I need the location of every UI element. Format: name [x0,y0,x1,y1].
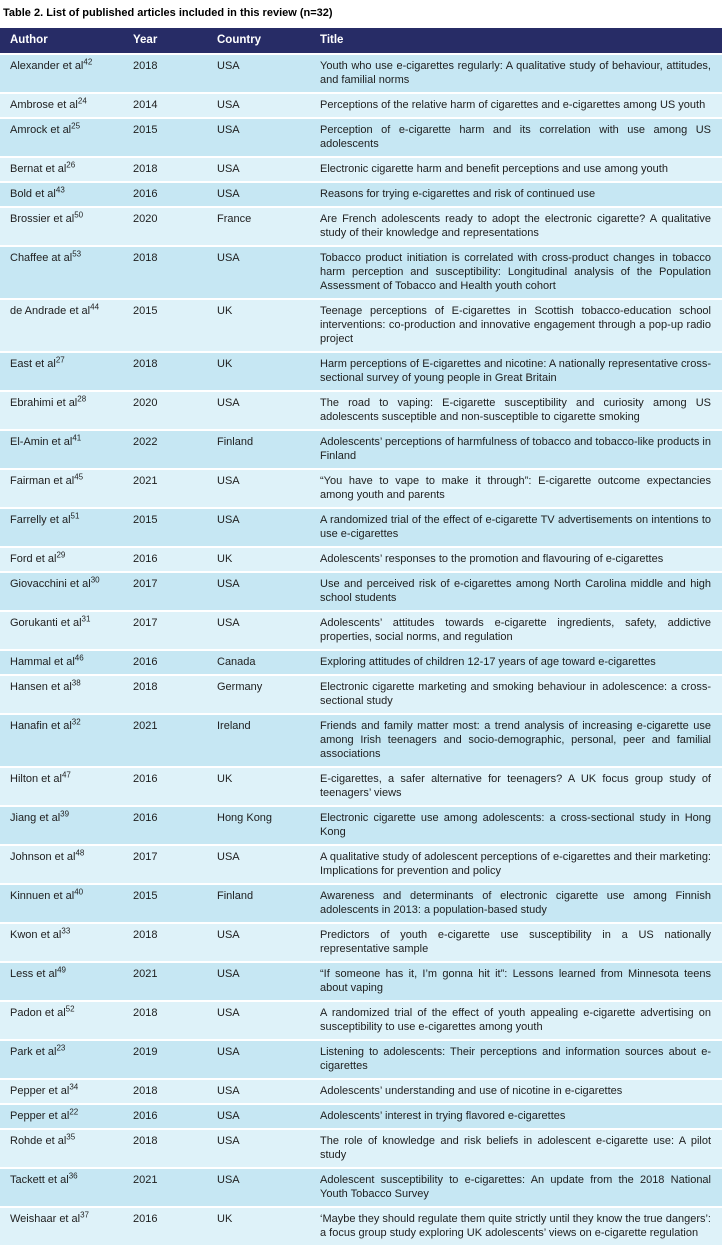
author-cell [0,889,133,917]
author-cell [0,928,133,956]
year-cell: 2018 [133,60,158,72]
table-caption: Table 2. List of published articles included in this review (n=32) [3,7,333,19]
table-row [0,715,722,766]
author-name: Hansen et al [10,681,72,693]
country-cell: UK [217,773,233,785]
author-name: Fairman et al [10,475,75,487]
author-name: Hilton et al [10,773,62,785]
author-cell [0,850,133,878]
country-cell: USA [217,851,240,863]
author-name: Alexander et al [10,60,84,72]
reference-number: 37 [80,1210,90,1220]
country-cell: USA [217,617,240,629]
title-cell: Electronic cigarette harm and benefit perceptions and use among youth [320,163,668,175]
author-cell [0,772,133,800]
country-cell: UK [217,1213,233,1225]
reference-number: 45 [74,472,84,482]
country-cell: Canada [217,656,256,668]
author-cell [0,513,133,541]
table-row [0,768,722,805]
title-cell: “If someone has it, I’m gonna hit it”: Lessons learned from Minnesota teens about vaping [320,968,711,994]
title-cell: Adolescents’ perceptions of harmfulness of tobacco and tobacco-like products in Finland [320,436,711,462]
title-cell: Teenage perceptions of E-cigarettes in Scottish tobacco-education school interventions: co-production and innovative engagement through a pop-up radio project [320,305,711,345]
author-name: Weishaar et al [10,1213,81,1225]
country-cell: USA [217,1046,240,1058]
year-cell: 2016 [133,553,158,565]
reference-number: 27 [55,355,65,365]
table-row [0,1105,722,1128]
country-cell: USA [217,1135,240,1147]
author-name: Bold et al [10,188,56,200]
country-cell: USA [217,188,240,200]
author-name: Hanafin et al [10,720,72,732]
country-cell: France [217,213,252,225]
reference-number: 50 [74,210,84,220]
year-cell: 2015 [133,890,158,902]
author-cell [0,396,133,424]
reference-number: 49 [57,965,66,975]
year-cell: 2018 [133,163,158,175]
year-cell: 2016 [133,656,158,668]
year-cell: 2022 [133,436,158,448]
author-cell [0,212,133,240]
country-cell: USA [217,929,240,941]
author-name: Kwon et al [10,929,62,941]
table-row [0,119,722,156]
table-row [0,924,722,961]
reference-number: 38 [71,678,81,688]
country-cell: USA [217,1110,240,1122]
table-row [0,963,722,1000]
author-cell [0,1084,133,1098]
table-row [0,208,722,245]
author-name: Kinnuen et al [10,890,75,902]
reference-number: 39 [60,809,70,819]
reference-number: 47 [61,770,71,780]
table-row [0,1041,722,1078]
author-cell [0,162,133,176]
year-cell: 2018 [133,1007,158,1019]
year-cell: 2021 [133,720,158,732]
author-name: Ebrahimi et al [10,397,78,409]
author-cell [0,811,133,839]
reference-number: 30 [90,575,100,585]
author-name: El-Amin et al [10,436,73,448]
country-cell: USA [217,1007,240,1019]
reference-number: 24 [77,96,87,106]
year-cell: 2018 [133,1135,158,1147]
country-cell: Finland [217,890,254,902]
country-cell: Hong Kong [217,812,273,824]
author-cell [0,967,133,995]
author-cell [0,577,133,605]
author-name: Chaffee at al [10,252,73,264]
country-cell: USA [217,578,240,590]
country-cell: Germany [217,681,263,693]
country-cell: USA [217,60,240,72]
table-row [0,676,722,713]
country-cell: USA [217,397,240,409]
author-cell [0,616,133,644]
country-cell: USA [217,475,240,487]
year-cell: 2018 [133,1085,158,1097]
author-name: Park et al [10,1046,57,1058]
published-articles-table [0,28,722,1245]
table-row [0,247,722,298]
author-name: Farrelly et al [10,514,71,526]
title-cell: Predictors of youth e-cigarette use susceptibility in a US nationally representative sample [320,929,711,955]
title-cell: Are French adolescents ready to adopt the electronic cigarette? A qualitative study of their knowledge and representations [320,213,711,239]
country-cell: USA [217,163,240,175]
table-row [0,392,722,429]
title-cell: Adolescents’ attitudes towards e-cigarette ingredients, safety, addictive properties, social norms, and regulation [320,617,711,643]
reference-number: 28 [77,394,87,404]
author-name: Jiang et al [10,812,61,824]
title-cell: Tobacco product initiation is correlated with cross-product changes in tobacco harm perception and susceptibility: Longitudinal analysis of the Population Assessment of Tobacco and Health youth cohort [320,252,711,292]
table-row [0,431,722,468]
author-cell [0,123,133,151]
title-cell: Perceptions of the relative harm of cigarettes and e-cigarettes among US youth [320,99,706,111]
table-row [0,612,722,649]
column-header-author: Author [10,34,48,46]
title-cell: A qualitative study of adolescent perceptions of e-cigarettes and their marketing: Implications for prevention and policy [320,851,711,877]
reference-number: 23 [56,1043,66,1053]
author-name: Gorukanti et al [10,617,82,629]
author-name: Pepper et al [10,1085,70,1097]
reference-number: 48 [75,848,85,858]
country-cell: UK [217,553,233,565]
reference-number: 46 [74,653,84,663]
table-row [0,548,722,571]
year-cell: 2017 [133,617,158,629]
column-header-year: Year [133,34,158,46]
author-cell [0,251,133,293]
reference-number: 41 [72,433,82,443]
table-row [0,1002,722,1039]
reference-number: 40 [74,887,84,897]
year-cell: 2016 [133,188,158,200]
title-cell: A randomized trial of the effect of e-cigarette TV advertisements on intentions to use e-cigarettes [320,514,711,540]
reference-number: 53 [72,249,82,259]
table-row [0,470,722,507]
reference-number: 31 [81,614,91,624]
country-cell: USA [217,1174,240,1186]
table-row [0,1169,722,1206]
title-cell: Adolescent susceptibility to e-cigarettes: An update from the 2018 National Youth Tobacco Survey [320,1174,711,1200]
author-name: Less et al [10,968,58,980]
author-cell [0,474,133,502]
author-cell [0,98,133,112]
table-row [0,1080,722,1103]
table-row [0,846,722,883]
author-name: Ford et al [10,553,57,565]
table-body [0,55,722,1245]
country-cell: USA [217,968,240,980]
table-row [0,353,722,390]
country-cell: Finland [217,436,254,448]
title-cell: Use and perceived risk of e-cigarettes among North Carolina middle and high school students [320,578,711,604]
country-cell: USA [217,514,240,526]
author-name: Padon et al [10,1007,66,1019]
reference-number: 34 [69,1082,79,1092]
author-cell [0,1212,133,1240]
country-cell: UK [217,305,233,317]
author-cell [0,552,133,566]
year-cell: 2016 [133,1213,158,1225]
year-cell: 2018 [133,358,158,370]
table-row [0,1208,722,1245]
author-cell [0,357,133,385]
author-cell [0,1006,133,1034]
author-name: East et al [10,358,56,370]
table-row [0,573,722,610]
country-cell: USA [217,124,240,136]
author-cell [0,655,133,669]
year-cell: 2017 [133,851,158,863]
country-cell: USA [217,1085,240,1097]
year-cell: 2019 [133,1046,158,1058]
title-cell: ‘Maybe they should regulate them quite strictly until they know the true dangers’: a focus group study exploring UK adolescents’ views on e-cigarette regulation [320,1213,711,1239]
reference-number: 26 [66,160,76,170]
year-cell: 2018 [133,681,158,693]
title-cell: Exploring attitudes of children 12-17 years of age toward e-cigarettes [320,656,656,668]
title-cell: Electronic cigarette marketing and smoking behaviour in adolescence: a cross-sectional study [320,681,711,707]
year-cell: 2018 [133,929,158,941]
reference-number: 43 [55,185,65,195]
table-row [0,1130,722,1167]
author-cell [0,1173,133,1201]
title-cell: Perception of e-cigarette harm and its correlation with use among US adolescents [320,124,711,150]
table-row [0,55,722,92]
year-cell: 2021 [133,968,158,980]
reference-number: 32 [71,717,81,727]
title-cell: The role of knowledge and risk beliefs in adolescent e-cigarette use: A pilot study [320,1135,711,1161]
reference-number: 42 [83,57,93,67]
year-cell: 2020 [133,213,158,225]
year-cell: 2015 [133,124,158,136]
year-cell: 2015 [133,514,158,526]
author-name: Rohde et al [10,1135,67,1147]
reference-number: 51 [70,511,80,521]
reference-number: 36 [68,1171,78,1181]
author-cell [0,1045,133,1073]
year-cell: 2014 [133,99,158,111]
title-cell: Adolescents’ interest in trying flavored e-cigarettes [320,1110,566,1122]
table-header-row [0,28,722,53]
title-cell: Adolescents’ responses to the promotion and flavouring of e-cigarettes [320,553,664,565]
country-cell: USA [217,252,240,264]
title-cell: A randomized trial of the effect of youth appealing e-cigarette advertising on susceptibility to use e-cigarettes among youth [320,1007,711,1033]
author-name: Giovacchini et al [10,578,91,590]
year-cell: 2016 [133,812,158,824]
year-cell: 2015 [133,305,158,317]
author-name: Tackett et al [10,1174,69,1186]
year-cell: 2021 [133,1174,158,1186]
table-row [0,509,722,546]
year-cell: 2016 [133,1110,158,1122]
author-name: Hammal et al [10,656,75,668]
author-name: de Andrade et al [10,305,91,317]
author-cell [0,187,133,201]
reference-number: 33 [61,926,71,936]
title-cell: Friends and family matter most: a trend analysis of increasing e-cigarette use among Irish teenagers and socio-demographic, personal, peer and familial associations [320,720,711,760]
column-header-title: Title [320,34,344,46]
title-cell: Listening to adolescents: Their perceptions and information sources about e-cigarettes [320,1046,711,1072]
author-name: Pepper et al [10,1110,70,1122]
year-cell: 2020 [133,397,158,409]
author-name: Bernat et al [10,163,67,175]
table-row [0,651,722,674]
table-row [0,807,722,844]
author-cell [0,304,133,346]
title-cell: “You have to vape to make it through”: E-cigarette outcome expectancies among youth and parents [320,475,711,501]
author-name: Brossier et al [10,213,75,225]
year-cell: 2017 [133,578,158,590]
year-cell: 2018 [133,252,158,264]
title-cell: Electronic cigarette use among adolescents: a cross-sectional study in Hong Kong [320,812,711,838]
reference-number: 44 [90,302,100,312]
author-cell [0,435,133,463]
title-cell: Harm perceptions of E-cigarettes and nicotine: A nationally representative cross-sectional survey of young people in Great Britain [320,358,711,384]
author-cell [0,680,133,708]
reference-number: 22 [69,1107,79,1117]
author-cell [0,59,133,87]
table-row [0,300,722,351]
table-row [0,183,722,206]
title-cell: Adolescents’ understanding and use of nicotine in e-cigarettes [320,1085,623,1097]
author-cell [0,1134,133,1162]
author-name: Amrock et al [10,124,72,136]
author-name: Ambrose et al [10,99,78,111]
table-row [0,158,722,181]
reference-number: 52 [65,1004,75,1014]
author-cell [0,1109,133,1123]
table-row [0,94,722,117]
reference-number: 29 [56,550,66,560]
table-row [0,885,722,922]
country-cell: UK [217,358,233,370]
title-cell: Reasons for trying e-cigarettes and risk of continued use [320,188,596,200]
title-cell: Youth who use e-cigarettes regularly: A qualitative study of behaviour, attitudes, and familial norms [320,60,711,86]
title-cell: The road to vaping: E-cigarette susceptibility and curiosity among US adolescents susceptible and non-susceptible to cigarette smoking [320,397,711,423]
country-cell: USA [217,99,240,111]
author-cell [0,719,133,761]
year-cell: 2021 [133,475,158,487]
title-cell: Awareness and determinants of electronic cigarette use among Finnish adolescents in 2013: a population-based study [320,890,711,916]
year-cell: 2016 [133,773,158,785]
reference-number: 25 [71,121,81,131]
reference-number: 35 [66,1132,76,1142]
column-header-country: Country [217,34,262,46]
title-cell: E-cigarettes, a safer alternative for teenagers? A UK focus group study of teenagers’ views [320,773,711,799]
country-cell: Ireland [217,720,251,732]
author-name: Johnson et al [10,851,76,863]
